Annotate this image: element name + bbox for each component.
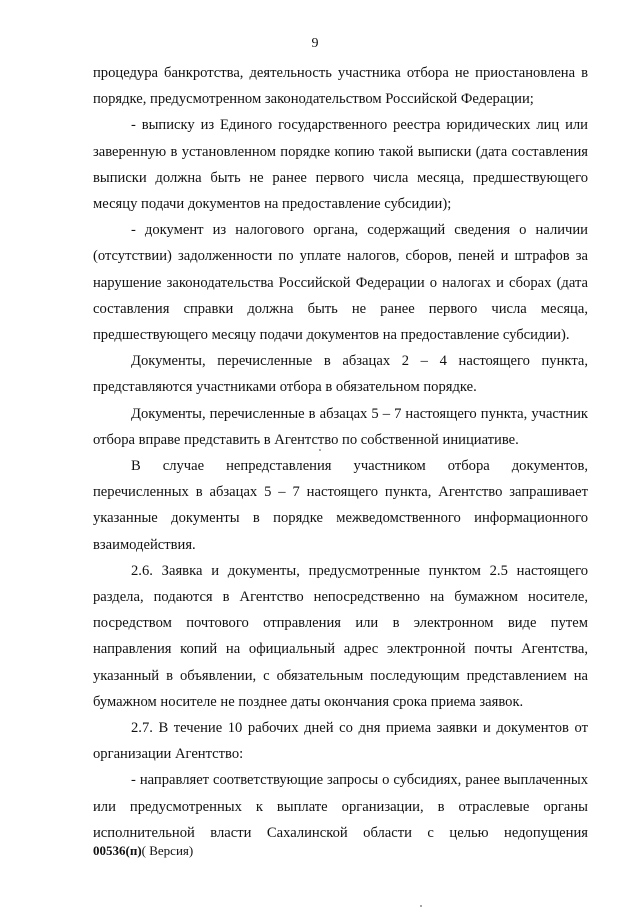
paragraph-egrul-extract: - выписку из Единого государственного реестра юридических лиц или заверенную в установленном порядке копию такой выписки (дата составления выписки должна быть не ранее первого числа месяца, предшествующего месяцу подачи документов на предоставление субсидии); <box>93 117 588 213</box>
paragraph-2-7-review: 2.7. В течение 10 рабочих дней со дня приема заявки и документов от организации Агентство: <box>93 720 588 763</box>
document-code-number: 00536(п) <box>93 843 142 858</box>
paragraph-subsidy-queries: - направляет соответствующие запросы о субсидиях, ранее выплаченных или предусмотренных к выплате организации, в отраслевые органы исполнительной власти Сахалинской области с целью недопущения <box>93 772 588 841</box>
paragraph-mandatory-docs: Документы, перечисленные в абзацах 2 – 4 настоящего пункта, представляются участниками отбора в обязательном порядке. <box>93 353 588 396</box>
paragraph-optional-docs: Документы, перечисленные в абзацах 5 – 7 настоящего пункта, участник отбора вправе представить в Агентство по собственной инициативе. <box>93 405 588 448</box>
document-body <box>93 60 588 846</box>
paragraph-2-6-submission: 2.6. Заявка и документы, предусмотренные пунктом 2.5 настоящего раздела, подаются в Агентство непосредственно на бумажном носителе, посредством почтового отправления или в электронном виде путем направления копий на официальный адрес электронной почты Агентства, указанный в объявлении, с обязательным последующим представлением на бумажном носителе не позднее даты окончания срока приема заявок. <box>93 562 588 710</box>
paragraph-interagency-request: В случае непредставления участником отбора документов, перечисленных в абзацах 5 – 7 настоящего пункта, Агентство запрашивает указанные документы в порядке межведомственного информационного взаимодействия. <box>93 458 588 553</box>
paragraph-bankruptcy: процедура банкротства, деятельность участника отбора не приостановлена в порядке, предусмотренном законодательством Российской Федерации; <box>93 65 588 108</box>
document-code <box>93 843 193 859</box>
scan-artifact <box>319 449 321 451</box>
paragraph-tax-document: - документ из налогового органа, содержащий сведения о наличии (отсутствии) задолженности по уплате налогов, сборов, пеней и штрафов за нарушение законодательства Российской Федерации о налогах и сборах (дата составления справки должна быть не ранее первого числа месяца, предшествующего месяцу подачи документов на предоставление субсидии). <box>93 222 588 344</box>
page-number: 9 <box>311 36 319 51</box>
document-version: ( Версия) <box>141 843 194 858</box>
